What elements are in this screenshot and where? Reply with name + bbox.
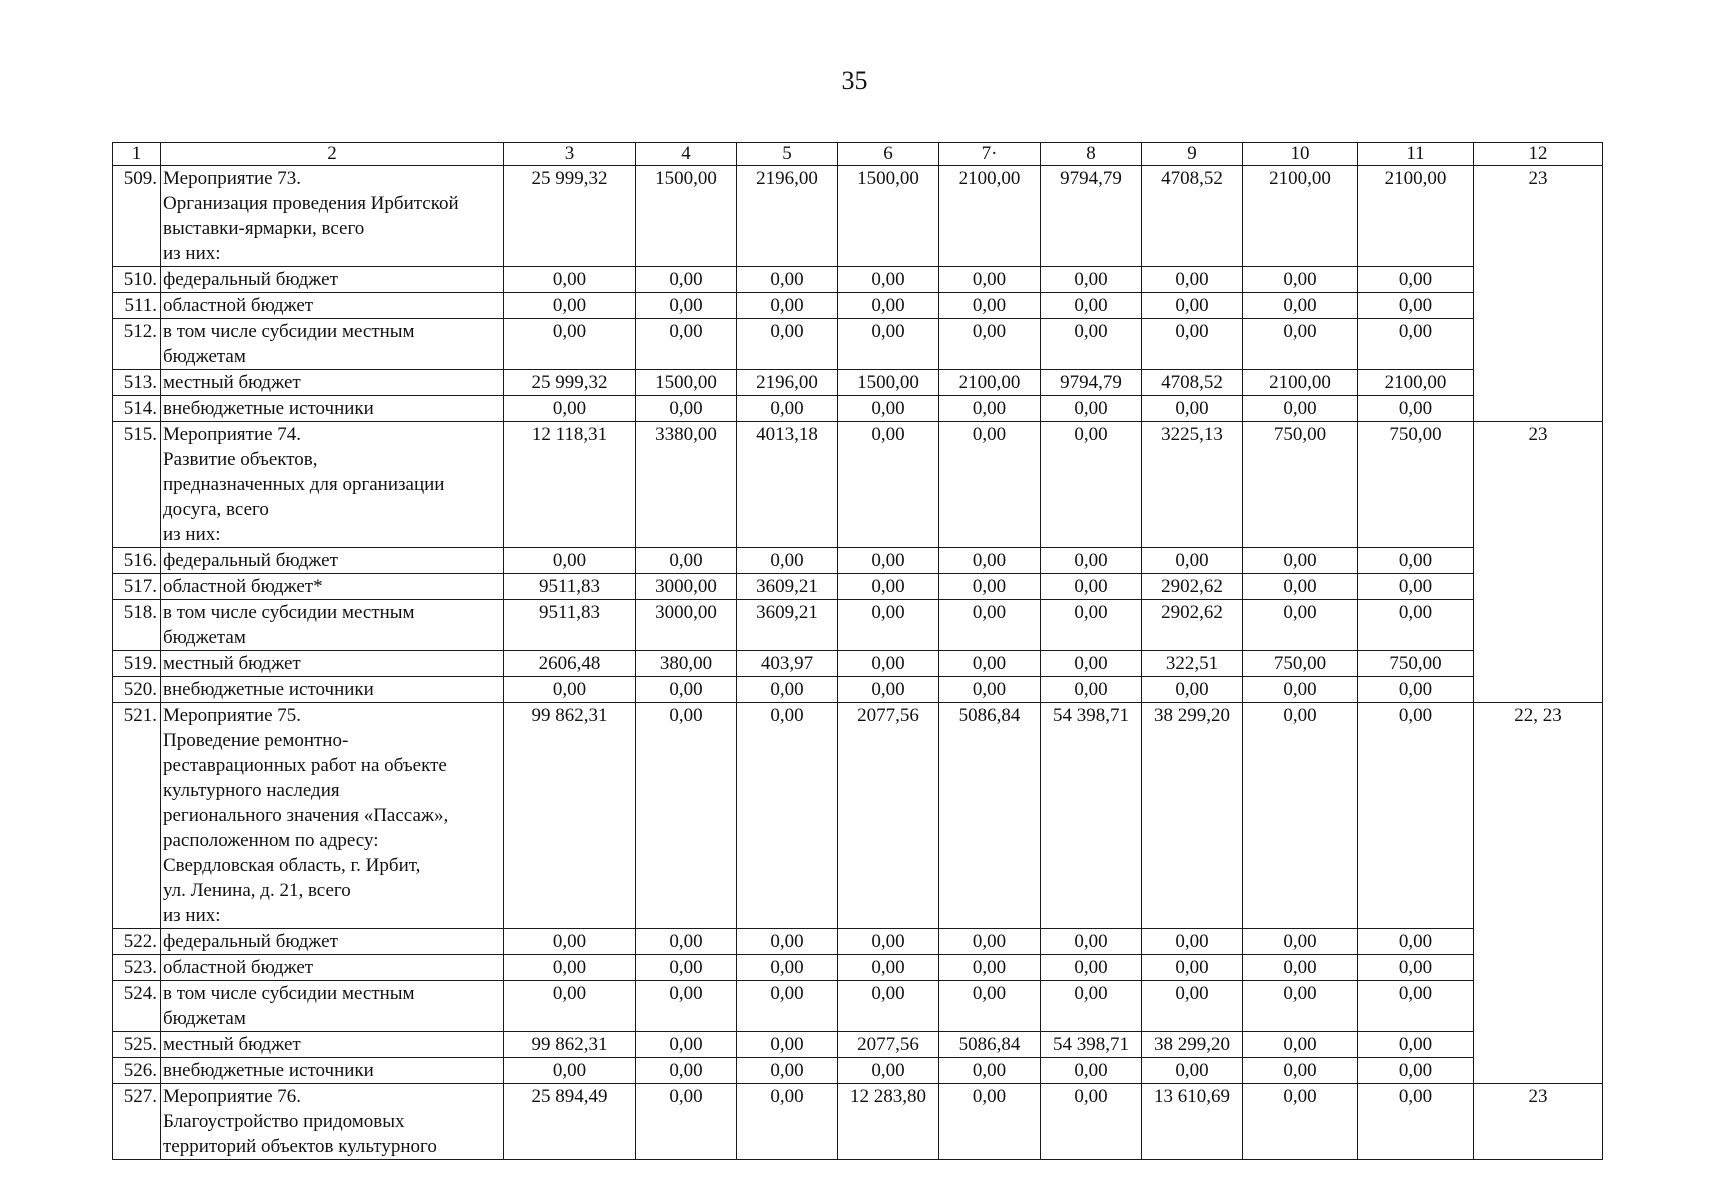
value-cell: 3609,21	[737, 574, 838, 600]
value-cell: 322,51	[1142, 651, 1243, 677]
table-row	[113, 267, 1603, 293]
value-cell: 0,00	[939, 651, 1041, 677]
value-cell: 25 999,32	[504, 370, 636, 396]
row-number: 521.	[113, 703, 161, 929]
value-cell: 0,00	[1243, 267, 1358, 293]
value-cell: 0,00	[636, 677, 737, 703]
value-cell: 0,00	[1358, 600, 1474, 651]
value-cell: 0,00	[1041, 1058, 1142, 1084]
column-header: 9	[1142, 143, 1243, 166]
value-cell: 0,00	[1041, 574, 1142, 600]
value-cell: 0,00	[838, 267, 939, 293]
value-cell: 0,00	[636, 1032, 737, 1058]
column-header: 6	[838, 143, 939, 166]
value-cell: 0,00	[1142, 981, 1243, 1032]
table-row	[113, 1058, 1603, 1084]
description-line: бюджетам	[163, 346, 246, 367]
value-cell: 0,00	[1142, 267, 1243, 293]
row-number: 519.	[113, 651, 161, 677]
value-cell: 2100,00	[939, 370, 1041, 396]
description-line: Мероприятие 73.	[163, 168, 302, 189]
value-cell: 0,00	[1243, 955, 1358, 981]
value-cell: 0,00	[636, 981, 737, 1032]
value-cell: 0,00	[1358, 703, 1474, 929]
value-cell: 54 398,71	[1041, 703, 1142, 929]
value-cell: 0,00	[1358, 1084, 1474, 1160]
value-cell: 0,00	[939, 548, 1041, 574]
value-cell: 0,00	[1041, 396, 1142, 422]
row-description	[161, 677, 504, 703]
value-cell: 25 894,49	[504, 1084, 636, 1160]
header-row	[113, 143, 1603, 166]
value-cell: 0,00	[636, 929, 737, 955]
description-line: из них:	[163, 905, 221, 926]
value-cell: 0,00	[838, 396, 939, 422]
value-cell: 25 999,32	[504, 166, 636, 267]
value-cell: 3000,00	[636, 600, 737, 651]
value-cell: 0,00	[1142, 548, 1243, 574]
table-row	[113, 548, 1603, 574]
table-row	[113, 600, 1603, 651]
value-cell: 750,00	[1358, 422, 1474, 548]
table-row	[113, 574, 1603, 600]
value-cell: 9794,79	[1041, 166, 1142, 267]
description-line: областной бюджет	[163, 957, 314, 978]
table-row	[113, 677, 1603, 703]
description-line: выставки-ярмарки, всего	[163, 218, 365, 239]
value-cell: 3225,13	[1142, 422, 1243, 548]
description-line: внебюджетные источники	[163, 398, 374, 419]
value-cell: 0,00	[737, 677, 838, 703]
description-line: областной бюджет*	[163, 576, 323, 597]
row-number: 518.	[113, 600, 161, 651]
value-cell: 0,00	[504, 548, 636, 574]
description-line: Свердловская область, г. Ирбит,	[163, 855, 421, 876]
value-cell: 0,00	[737, 319, 838, 370]
value-cell: 99 862,31	[504, 703, 636, 929]
value-cell: 0,00	[1041, 267, 1142, 293]
value-cell: 0,00	[636, 396, 737, 422]
value-cell: 0,00	[636, 1058, 737, 1084]
value-cell: 3000,00	[636, 574, 737, 600]
budget-table	[112, 142, 1603, 1160]
value-cell: 0,00	[504, 981, 636, 1032]
row-description	[161, 981, 504, 1032]
value-cell: 0,00	[504, 267, 636, 293]
page-number: 35	[841, 66, 868, 95]
value-cell: 0,00	[636, 267, 737, 293]
row-number: 511.	[113, 293, 161, 319]
table-row	[113, 319, 1603, 370]
value-cell: 3609,21	[737, 600, 838, 651]
value-cell: 1500,00	[636, 370, 737, 396]
value-cell: 0,00	[939, 677, 1041, 703]
row-description	[161, 422, 504, 548]
value-cell: 0,00	[1243, 293, 1358, 319]
value-cell: 0,00	[939, 396, 1041, 422]
description-line: областной бюджет	[163, 295, 314, 316]
description-line: в том числе субсидии местным	[163, 983, 415, 1004]
description-line: в том числе субсидии местным	[163, 602, 415, 623]
column-header: 5	[737, 143, 838, 166]
value-cell: 0,00	[1142, 955, 1243, 981]
value-cell: 750,00	[1358, 651, 1474, 677]
row-number: 512.	[113, 319, 161, 370]
table-row	[113, 955, 1603, 981]
value-cell: 0,00	[1041, 981, 1142, 1032]
value-cell: 2196,00	[737, 370, 838, 396]
description-line: Мероприятие 74.	[163, 424, 302, 445]
value-cell: 0,00	[1041, 1084, 1142, 1160]
value-cell: 0,00	[838, 677, 939, 703]
value-cell: 0,00	[1243, 1032, 1358, 1058]
value-cell: 0,00	[838, 548, 939, 574]
value-cell: 0,00	[939, 293, 1041, 319]
row-number: 513.	[113, 370, 161, 396]
value-cell: 0,00	[636, 955, 737, 981]
value-cell: 0,00	[939, 981, 1041, 1032]
column-header: 10	[1243, 143, 1358, 166]
row-description	[161, 1084, 504, 1160]
value-cell: 13 610,69	[1142, 1084, 1243, 1160]
row-description	[161, 1032, 504, 1058]
description-line: федеральный бюджет	[163, 931, 338, 952]
row-number: 524.	[113, 981, 161, 1032]
value-cell: 1500,00	[838, 166, 939, 267]
value-cell: 0,00	[1243, 981, 1358, 1032]
row-description	[161, 600, 504, 651]
value-cell: 0,00	[939, 955, 1041, 981]
description-line: бюджетам	[163, 627, 246, 648]
value-cell: 0,00	[1041, 548, 1142, 574]
value-cell: 0,00	[1243, 600, 1358, 651]
value-cell: 38 299,20	[1142, 1032, 1243, 1058]
value-cell: 750,00	[1243, 651, 1358, 677]
row-description	[161, 166, 504, 267]
value-cell: 4708,52	[1142, 166, 1243, 267]
description-line: из них:	[163, 524, 221, 545]
value-cell: 0,00	[737, 1058, 838, 1084]
value-cell: 2902,62	[1142, 600, 1243, 651]
description-line: расположенном по адресу:	[163, 830, 379, 851]
value-cell: 0,00	[636, 319, 737, 370]
value-cell: 0,00	[939, 1084, 1041, 1160]
column-header: 2	[161, 143, 504, 166]
value-cell: 0,00	[838, 955, 939, 981]
value-cell: 0,00	[838, 574, 939, 600]
row-number: 515.	[113, 422, 161, 548]
row-description	[161, 548, 504, 574]
value-cell: 2077,56	[838, 1032, 939, 1058]
description-line: местный бюджет	[163, 1034, 301, 1055]
value-cell: 2606,48	[504, 651, 636, 677]
value-cell: 0,00	[1041, 955, 1142, 981]
value-cell: 0,00	[1041, 600, 1142, 651]
row-number: 522.	[113, 929, 161, 955]
row-description	[161, 955, 504, 981]
column-header: 8	[1041, 143, 1142, 166]
value-cell: 0,00	[1142, 929, 1243, 955]
value-cell: 0,00	[737, 396, 838, 422]
description-line: федеральный бюджет	[163, 269, 338, 290]
value-cell: 0,00	[1243, 677, 1358, 703]
row-number: 514.	[113, 396, 161, 422]
row-number: 527.	[113, 1084, 161, 1160]
value-cell: 0,00	[1041, 293, 1142, 319]
row-description	[161, 929, 504, 955]
description-line: местный бюджет	[163, 372, 301, 393]
target-indicator-cell: 22, 23	[1474, 703, 1603, 1084]
row-number: 523.	[113, 955, 161, 981]
row-description	[161, 370, 504, 396]
value-cell: 0,00	[1243, 319, 1358, 370]
row-description	[161, 267, 504, 293]
value-cell: 1500,00	[636, 166, 737, 267]
value-cell: 0,00	[939, 1058, 1041, 1084]
value-cell: 2100,00	[939, 166, 1041, 267]
description-line: в том числе субсидии местным	[163, 321, 415, 342]
table-row	[113, 703, 1603, 929]
table-row	[113, 396, 1603, 422]
value-cell: 9511,83	[504, 600, 636, 651]
value-cell: 0,00	[504, 319, 636, 370]
row-number: 525.	[113, 1032, 161, 1058]
description-line: Мероприятие 76.	[163, 1086, 302, 1107]
description-line: внебюджетные источники	[163, 679, 374, 700]
value-cell: 0,00	[1041, 651, 1142, 677]
value-cell: 0,00	[1358, 267, 1474, 293]
value-cell: 0,00	[838, 422, 939, 548]
value-cell: 0,00	[1041, 929, 1142, 955]
column-header: 11	[1358, 143, 1474, 166]
value-cell: 0,00	[737, 929, 838, 955]
value-cell: 0,00	[504, 955, 636, 981]
value-cell: 0,00	[1358, 677, 1474, 703]
value-cell: 0,00	[504, 396, 636, 422]
value-cell: 0,00	[838, 1058, 939, 1084]
value-cell: 2077,56	[838, 703, 939, 929]
value-cell: 0,00	[1358, 981, 1474, 1032]
description-line: Развитие объектов,	[163, 449, 318, 470]
row-description	[161, 651, 504, 677]
value-cell: 12 283,80	[838, 1084, 939, 1160]
value-cell: 0,00	[1243, 1058, 1358, 1084]
value-cell: 0,00	[939, 574, 1041, 600]
value-cell: 0,00	[504, 293, 636, 319]
value-cell: 0,00	[939, 267, 1041, 293]
value-cell: 0,00	[1041, 677, 1142, 703]
description-line: предназначенных для организации	[163, 474, 445, 495]
value-cell: 0,00	[838, 981, 939, 1032]
value-cell: 0,00	[1243, 574, 1358, 600]
value-cell: 5086,84	[939, 1032, 1041, 1058]
value-cell: 0,00	[1358, 548, 1474, 574]
description-line: реставрационных работ на объекте	[163, 755, 447, 776]
value-cell: 0,00	[1142, 677, 1243, 703]
value-cell: 0,00	[1358, 1058, 1474, 1084]
row-number: 509.	[113, 166, 161, 267]
value-cell: 9511,83	[504, 574, 636, 600]
value-cell: 0,00	[939, 319, 1041, 370]
value-cell: 0,00	[737, 981, 838, 1032]
value-cell: 0,00	[1243, 548, 1358, 574]
value-cell: 0,00	[838, 293, 939, 319]
value-cell: 0,00	[636, 703, 737, 929]
value-cell: 0,00	[737, 703, 838, 929]
table-row	[113, 166, 1603, 267]
value-cell: 0,00	[1142, 1058, 1243, 1084]
value-cell: 2196,00	[737, 166, 838, 267]
description-line: территорий объектов культурного	[163, 1136, 437, 1157]
value-cell: 0,00	[737, 293, 838, 319]
value-cell: 3380,00	[636, 422, 737, 548]
row-number: 510.	[113, 267, 161, 293]
table-row	[113, 929, 1603, 955]
value-cell: 0,00	[838, 651, 939, 677]
description-line: культурного наследия	[163, 780, 340, 801]
table-row	[113, 1084, 1603, 1160]
value-cell: 750,00	[1243, 422, 1358, 548]
value-cell: 0,00	[1142, 396, 1243, 422]
value-cell: 0,00	[1358, 293, 1474, 319]
value-cell: 2100,00	[1358, 166, 1474, 267]
value-cell: 0,00	[1358, 929, 1474, 955]
description-line: местный бюджет	[163, 653, 301, 674]
value-cell: 0,00	[838, 929, 939, 955]
value-cell: 0,00	[1358, 319, 1474, 370]
table-row	[113, 981, 1603, 1032]
value-cell: 2100,00	[1243, 166, 1358, 267]
value-cell: 1500,00	[838, 370, 939, 396]
row-description	[161, 1058, 504, 1084]
value-cell: 0,00	[737, 1084, 838, 1160]
table-row	[113, 422, 1603, 548]
value-cell: 4708,52	[1142, 370, 1243, 396]
value-cell: 0,00	[1041, 319, 1142, 370]
value-cell: 5086,84	[939, 703, 1041, 929]
table-row	[113, 370, 1603, 396]
row-description	[161, 396, 504, 422]
table-header	[113, 143, 1603, 166]
value-cell: 0,00	[636, 293, 737, 319]
target-indicator-cell: 23	[1474, 166, 1603, 422]
value-cell: 54 398,71	[1041, 1032, 1142, 1058]
value-cell: 0,00	[504, 929, 636, 955]
description-line: Проведение ремонтно-	[163, 730, 349, 751]
row-description	[161, 293, 504, 319]
description-line: досуга, всего	[163, 499, 269, 520]
description-line: регионального значения «Пассаж»,	[163, 805, 449, 826]
value-cell: 4013,18	[737, 422, 838, 548]
description-line: из них:	[163, 243, 221, 264]
description-line: ул. Ленина, д. 21, всего	[163, 880, 351, 901]
value-cell: 9794,79	[1041, 370, 1142, 396]
value-cell: 0,00	[636, 1084, 737, 1160]
value-cell: 0,00	[1243, 396, 1358, 422]
value-cell: 0,00	[1142, 293, 1243, 319]
description-line: Организация проведения Ирбитской	[163, 193, 459, 214]
row-description	[161, 574, 504, 600]
description-line: внебюджетные источники	[163, 1060, 374, 1081]
description-line: бюджетам	[163, 1008, 246, 1029]
column-header: 3	[504, 143, 636, 166]
target-indicator-cell: 23	[1474, 1084, 1603, 1160]
value-cell: 12 118,31	[504, 422, 636, 548]
value-cell: 0,00	[838, 600, 939, 651]
value-cell: 0,00	[504, 677, 636, 703]
value-cell: 2902,62	[1142, 574, 1243, 600]
value-cell: 0,00	[1358, 955, 1474, 981]
value-cell: 0,00	[1243, 703, 1358, 929]
table-body	[113, 166, 1603, 1160]
column-header: 1	[113, 143, 161, 166]
table-row	[113, 651, 1603, 677]
value-cell: 0,00	[1142, 319, 1243, 370]
value-cell: 2100,00	[1358, 370, 1474, 396]
column-header: 7·	[939, 143, 1041, 166]
row-description	[161, 703, 504, 929]
description-line: Благоустройство придомовых	[163, 1111, 405, 1132]
column-header: 12	[1474, 143, 1603, 166]
description-line: федеральный бюджет	[163, 550, 338, 571]
value-cell: 0,00	[939, 600, 1041, 651]
row-number: 517.	[113, 574, 161, 600]
row-number: 520.	[113, 677, 161, 703]
table-row	[113, 293, 1603, 319]
table-row	[113, 1032, 1603, 1058]
row-number: 516.	[113, 548, 161, 574]
column-header: 4	[636, 143, 737, 166]
value-cell: 403,97	[737, 651, 838, 677]
value-cell: 2100,00	[1243, 370, 1358, 396]
row-description	[161, 319, 504, 370]
value-cell: 0,00	[1041, 422, 1142, 548]
value-cell: 0,00	[504, 1058, 636, 1084]
value-cell: 0,00	[838, 319, 939, 370]
value-cell: 0,00	[737, 548, 838, 574]
value-cell: 0,00	[1358, 574, 1474, 600]
value-cell: 0,00	[939, 929, 1041, 955]
value-cell: 0,00	[1358, 1032, 1474, 1058]
value-cell: 0,00	[1243, 1084, 1358, 1160]
value-cell: 99 862,31	[504, 1032, 636, 1058]
value-cell: 0,00	[939, 422, 1041, 548]
value-cell: 0,00	[737, 1032, 838, 1058]
value-cell: 0,00	[737, 955, 838, 981]
row-number: 526.	[113, 1058, 161, 1084]
target-indicator-cell: 23	[1474, 422, 1603, 703]
value-cell: 38 299,20	[1142, 703, 1243, 929]
value-cell: 0,00	[1358, 396, 1474, 422]
value-cell: 0,00	[1243, 929, 1358, 955]
value-cell: 0,00	[636, 548, 737, 574]
value-cell: 380,00	[636, 651, 737, 677]
description-line: Мероприятие 75.	[163, 705, 302, 726]
value-cell: 0,00	[737, 267, 838, 293]
